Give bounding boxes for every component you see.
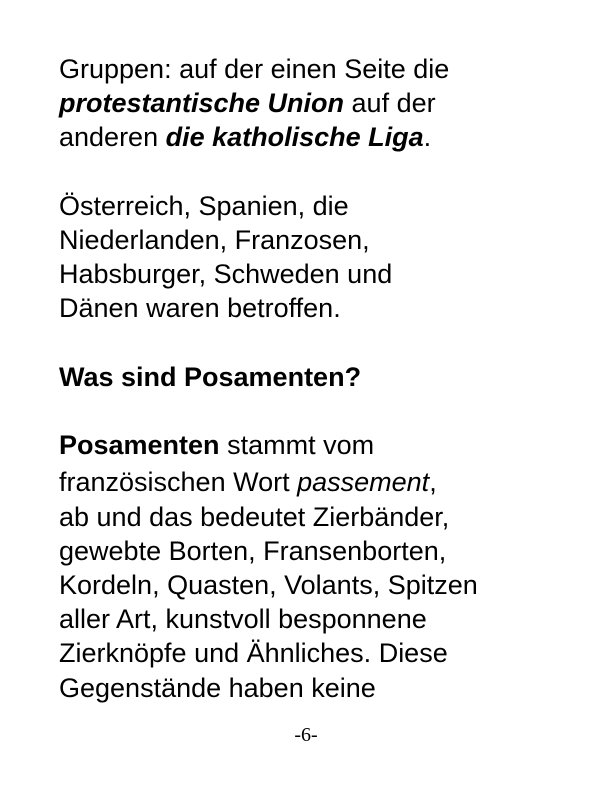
text-span: stammt vom [219, 430, 375, 461]
text-line: ab und das bedeutet Zierbänder, [59, 501, 450, 532]
text-line: Gegenstände haben keine [59, 672, 376, 703]
text-span: französischen Wort [59, 467, 298, 498]
text-span: auf der [344, 88, 436, 119]
text-line [59, 86, 579, 120]
text-line: gewebte Borten, Fransenborten, [59, 535, 447, 566]
paragraph-countries [59, 189, 579, 326]
text-line: Habsburger, Schweden und [59, 259, 393, 290]
text-line: aller Art, kunstvoll besponnene [59, 604, 427, 635]
text-span: Gruppen: auf der einen Seite die [59, 54, 450, 84]
text-line: Niederlanden, Franzosen, [59, 225, 370, 255]
emphasis-catholic-league: die katholische Liga [165, 122, 424, 153]
text-span: , [429, 467, 437, 498]
section-heading: Was sind Posamenten? [59, 361, 362, 392]
paragraph-groups [59, 52, 579, 155]
text-line: Zierknöpfe und Ähnliches. Diese [59, 638, 448, 669]
term-posamenten: Posamenten [59, 430, 220, 461]
text-span: anderen [59, 122, 166, 153]
text-span: . [423, 122, 432, 153]
document-page [59, 52, 579, 705]
term-passement: passement [297, 467, 430, 498]
paragraph-spacer [59, 326, 579, 360]
paragraph-posamenten [59, 428, 579, 705]
emphasis-protestant-union: protestantische Union [59, 88, 345, 119]
text-line: Österreich, Spanien, die [59, 190, 349, 221]
text-line: Dänen waren betroffen. [59, 293, 341, 324]
text-line [59, 465, 579, 499]
text-line: Kordeln, Quasten, Volants, Spitzen [59, 570, 478, 600]
paragraph-spacer [59, 394, 579, 428]
page-number: -6- [294, 724, 318, 746]
text-line [59, 52, 579, 86]
text-line [59, 428, 579, 462]
text-line [59, 120, 579, 154]
paragraph-spacer [59, 155, 579, 189]
